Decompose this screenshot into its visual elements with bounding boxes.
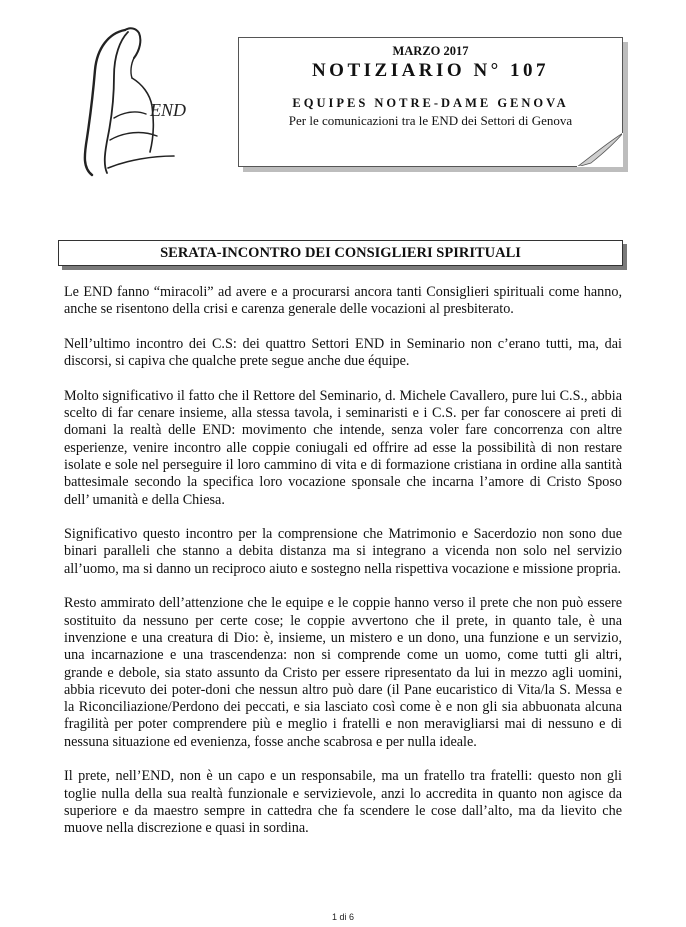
article-body (64, 284, 622, 855)
paragraph: Significativo questo incontro per la comprensione che Matrimonio e Sacerdozio non sono due binari paralleli che stanno a debita distanza ma si integrano a vicenda non solo nel servizio all’uomo, ma si danno un reciproco aiuto e sostegno nella rispettiva vocazione e missione propria. (64, 526, 622, 577)
newsletter-subtitle: Per le comunicazioni tra le END dei Settori di Genova (288, 113, 573, 128)
madonna-logo-icon (62, 18, 212, 178)
newsletter-header (238, 37, 623, 167)
end-logo (62, 18, 212, 178)
paragraph: Resto ammirato dell’attenzione che le equipe e le coppie hanno verso il prete che non può essere sostituito da nessuno per certe cose; le coppie avvertono che il prete, in quanto tale, è una invenzione e una creatura di Dio: è, insieme, un mistero e un dono, una funzione e un servizio, una incarnazione e una trascendenza: non si comprende come un uomo, come tutti gli altri, grande e debole, sia stato assunto da Cristo per essere ripresentato da lui in mezzo agli uomini, abbia ricevuto dei poter-doni che nessun altro può dare (il Pane eucaristico di Vita/la S. Messa e la Riconciliazione/Perdono dei peccati, e sia lasciato così come è e non gli sia abbuonata alcuna fragilità per poter comprendere più e meglio i fratelli e non meravigliarsi mai di nessuno e di nessuna situazione ed evenienza, fosse anche scabrosa e per nulla ideale. (64, 595, 622, 750)
section-title: SERATA-INCONTRO DEI CONSIGLIERI SPIRITUALI (58, 240, 623, 266)
newsletter-title: NOTIZIARIO N° 107 (311, 60, 550, 81)
page-number: 1 di 6 (331, 912, 355, 922)
organization-name: EQUIPES NOTRE-DAME GENOVA (292, 96, 569, 110)
logo-text: END (150, 100, 186, 120)
paragraph: Le END fanno “miracoli” ad avere e a procurarsi ancora tanti Consiglieri spirituali come hanno, anche se risentono della crisi e carenza generale delle vocazioni al presbiterato. (64, 284, 622, 318)
paragraph: Il prete, nell’END, non è un capo e un responsabile, ma un fratello tra fratelli: questo non gli toglie nulla della sua realtà funzionale e servizievole, anzi lo accredita in quanto non agisce da superiore e da maestro sempre in cattedra che fa scendere le cose dall’alto, ma da lievito che muove nella discrezione e quasi in sordina. (64, 768, 622, 837)
paragraph: Molto significativo il fatto che il Rettore del Seminario, d. Michele Cavallero, pure lui C.S., abbia scelto di far cenare insieme, alla stessa tavola, i seminaristi e i C.S. per far conoscere ai preti di domani la realtà delle END: movimento che intende, senza voler fare concorrenza con altre esperienze, venire incontro alle coppie coniugali ed offrire ad esse la possibilità di non restare isolate e sole nel perseguire il loro cammino di vita e di formazione cristiana in ordine alla santità battesimale secondo la specifica loro vocazione sponsale che incarna l’amore di Cristo Sposo dell’ umanità e della Chiesa. (64, 387, 622, 508)
paragraph: Nell’ultimo incontro dei C.S: dei quattro Settori END in Seminario non c’erano tutti, ma, dai discorsi, si capiva che qualche prete segue anche due équipe. (64, 335, 622, 370)
issue-date: MARZO 2017 (392, 44, 469, 58)
page-curl-icon (577, 133, 623, 167)
